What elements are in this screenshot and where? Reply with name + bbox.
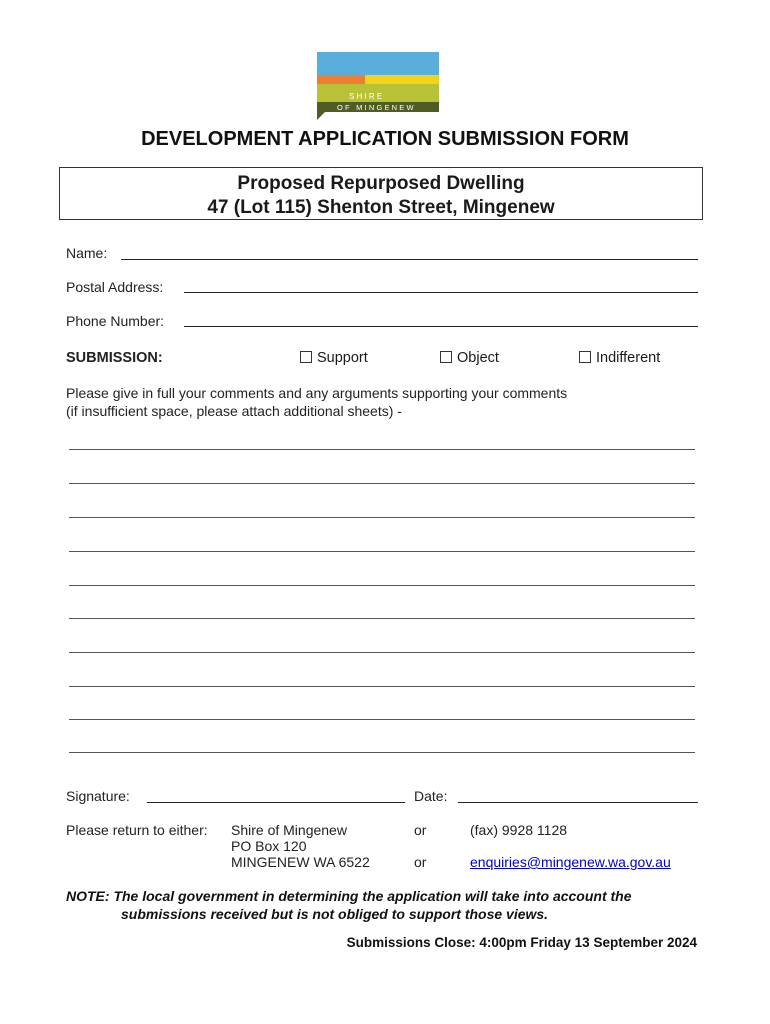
comment-line[interactable] — [69, 449, 695, 450]
return-address-line-1: Shire of Mingenew — [231, 822, 347, 838]
option-indifferent[interactable] — [579, 350, 660, 366]
logo-text-shire: SHIRE — [349, 92, 385, 101]
comment-line[interactable] — [69, 652, 695, 653]
logo-sky-band — [317, 52, 439, 75]
submission-label: SUBMISSION: — [66, 350, 163, 366]
submissions-close: Submissions Close: 4:00pm Friday 13 September 2024 — [346, 935, 697, 950]
support-checkbox[interactable] — [300, 351, 312, 363]
return-label: Please return to either: — [66, 822, 208, 838]
comment-line[interactable] — [69, 618, 695, 619]
instructions-line-2: (if insufficient space, please attach additional sheets) - — [66, 403, 402, 419]
note — [66, 887, 632, 923]
instructions-line-1: Please give in full your comments and any arguments supporting your comments — [66, 385, 568, 401]
phone-field[interactable] — [184, 326, 698, 327]
name-field[interactable] — [121, 259, 698, 260]
logo-orange-band — [317, 75, 365, 84]
comment-line[interactable] — [69, 551, 695, 552]
signature-label: Signature: — [66, 788, 130, 804]
object-checkbox[interactable] — [440, 351, 452, 363]
proposal-address: 47 (Lot 115) Shenton Street, Mingenew — [207, 197, 555, 218]
comment-line[interactable] — [69, 483, 695, 484]
return-address-line-2: PO Box 120 — [231, 838, 307, 854]
note-line-2: submissions received but is not obliged to support those views. — [121, 906, 549, 922]
date-label: Date: — [414, 788, 448, 804]
comment-line[interactable] — [69, 585, 695, 586]
option-object[interactable] — [440, 350, 499, 366]
comment-line[interactable] — [69, 686, 695, 687]
comment-line[interactable] — [69, 752, 695, 753]
indifferent-checkbox[interactable] — [579, 351, 591, 363]
phone-label: Phone Number: — [66, 313, 165, 329]
option-support[interactable] — [300, 350, 368, 366]
logo-notch — [317, 112, 325, 120]
shire-logo — [317, 52, 439, 118]
note-line-1: NOTE: The local government in determining the application will take into account the — [66, 888, 632, 904]
proposal-box — [59, 167, 703, 220]
or-text: or — [414, 854, 427, 870]
instructions — [66, 384, 567, 420]
indifferent-label: Indifferent — [596, 350, 661, 366]
form-title: DEVELOPMENT APPLICATION SUBMISSION FORM — [141, 128, 629, 150]
date-field[interactable] — [458, 802, 698, 803]
postal-address-label: Postal Address: — [66, 279, 164, 295]
email-link[interactable]: enquiries@mingenew.wa.gov.au — [470, 854, 671, 870]
postal-address-field[interactable] — [184, 292, 698, 293]
return-address-line-3: MINGENEW WA 6522 — [231, 854, 370, 870]
logo-text-mingenew: OF MINGENEW — [337, 103, 416, 112]
comment-line[interactable] — [69, 719, 695, 720]
name-label: Name: — [66, 245, 108, 261]
proposal-title: Proposed Repurposed Dwelling — [237, 173, 525, 194]
support-label: Support — [317, 350, 368, 366]
object-label: Object — [457, 350, 499, 366]
signature-field[interactable] — [147, 802, 405, 803]
comment-line[interactable] — [69, 517, 695, 518]
logo-yellow-band — [365, 75, 439, 84]
fax-number: (fax) 9928 1128 — [470, 822, 568, 838]
or-text: or — [414, 822, 427, 838]
